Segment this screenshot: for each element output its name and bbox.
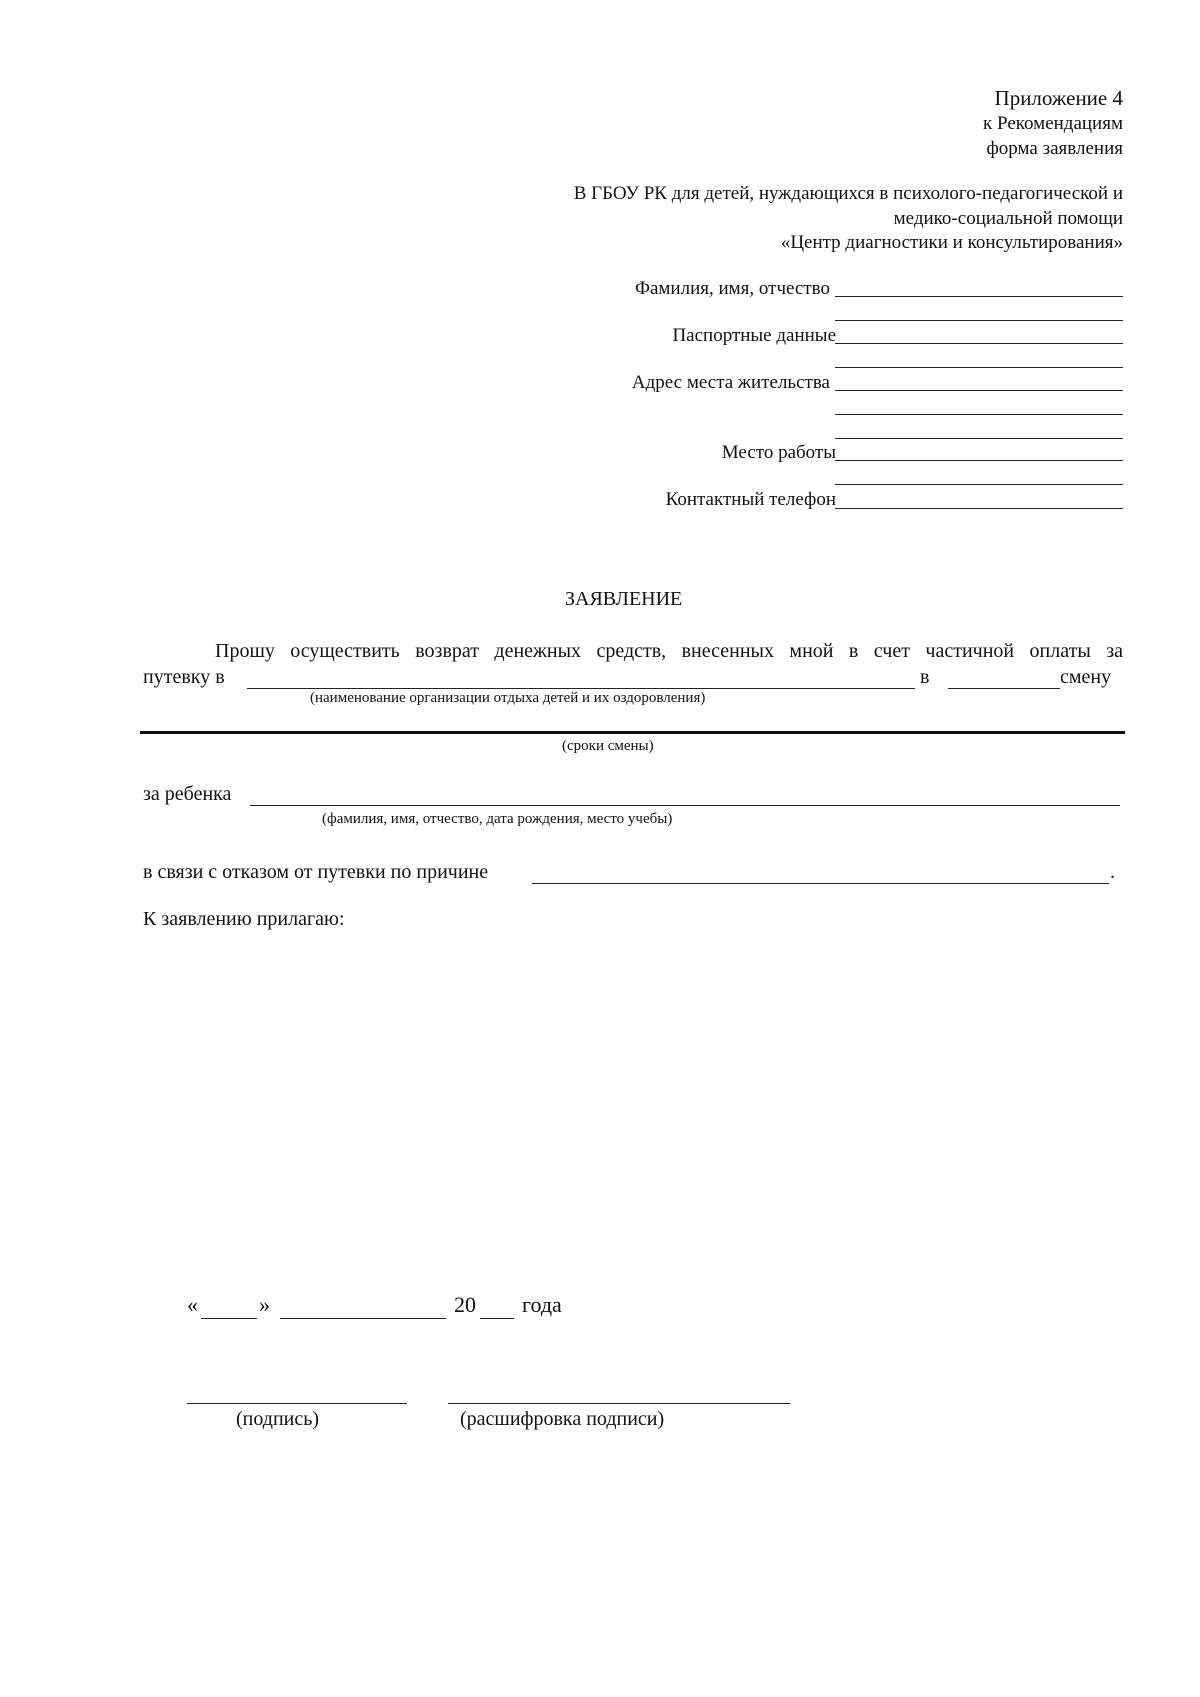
year-field[interactable] xyxy=(480,1318,514,1319)
workplace-label: Место работы xyxy=(721,442,836,463)
workplace-field[interactable] xyxy=(835,460,1123,461)
month-field[interactable] xyxy=(280,1318,446,1319)
passport-field-extra[interactable] xyxy=(835,367,1123,368)
passport-field[interactable] xyxy=(835,343,1123,344)
shift-label: смену xyxy=(1060,666,1112,688)
addressee-line-3: «Центр диагностики и консультирования» xyxy=(780,232,1123,253)
address-label: Адрес места жительства xyxy=(631,372,830,393)
year-word: года xyxy=(522,1292,562,1317)
shift-number-field[interactable] xyxy=(948,688,1060,689)
phone-label: Контактный телефон xyxy=(665,489,836,510)
for-child-label: за ребенка xyxy=(143,783,232,805)
refusal-reason-field[interactable] xyxy=(532,883,1109,884)
in-label: в xyxy=(920,666,930,688)
refusal-label: в связи с отказом от путевки по причине xyxy=(143,861,489,883)
address-field[interactable] xyxy=(835,390,1123,391)
addressee-line-1: В ГБОУ РК для детей, нуждающихся в психолого-педагогической и xyxy=(573,183,1123,204)
child-info-hint: (фамилия, имя, отчество, дата рождения, место учебы) xyxy=(322,811,673,827)
addressee-line-2: медико-социальной помощи xyxy=(893,208,1123,229)
address-field-extra-2[interactable] xyxy=(835,438,1123,439)
signature-field[interactable] xyxy=(187,1403,407,1404)
request-text: Прошу осуществить возврат денежных средств, внесенных мной в счет частичной оплаты за xyxy=(215,640,1123,662)
address-field-extra-1[interactable] xyxy=(835,414,1123,415)
refusal-period: . xyxy=(1110,861,1115,883)
year-prefix: 20 xyxy=(454,1292,476,1317)
signature-decode-hint: (расшифровка подписи) xyxy=(460,1408,665,1430)
recommendations-ref: к Рекомендациям xyxy=(983,113,1123,134)
appendix-number: Приложение 4 xyxy=(994,86,1123,110)
phone-field[interactable] xyxy=(835,508,1123,509)
form-type: форма заявления xyxy=(986,138,1123,159)
shift-dates-field[interactable] xyxy=(140,731,1125,734)
passport-label: Паспортные данные xyxy=(672,325,836,346)
full-name-field-extra[interactable] xyxy=(835,320,1123,321)
attachments-label: К заявлению прилагаю: xyxy=(143,908,345,930)
child-info-field[interactable] xyxy=(250,805,1120,806)
full-name-field[interactable] xyxy=(835,296,1123,297)
full-name-label: Фамилия, имя, отчество xyxy=(634,278,830,299)
signature-decode-field[interactable] xyxy=(448,1403,790,1404)
shift-dates-hint: (сроки смены) xyxy=(562,738,654,754)
day-field[interactable] xyxy=(201,1318,257,1319)
date-open-quote: « xyxy=(187,1292,198,1317)
workplace-field-extra[interactable] xyxy=(835,484,1123,485)
signature-hint: (подпись) xyxy=(236,1408,320,1430)
date-close-quote: » xyxy=(259,1292,270,1317)
organization-hint: (наименование организации отдыха детей и их оздоровления) xyxy=(310,690,706,706)
document-title: ЗАЯВЛЕНИЕ xyxy=(565,588,683,610)
organization-field[interactable] xyxy=(247,688,915,689)
voucher-in-label: путевку в xyxy=(143,666,225,688)
